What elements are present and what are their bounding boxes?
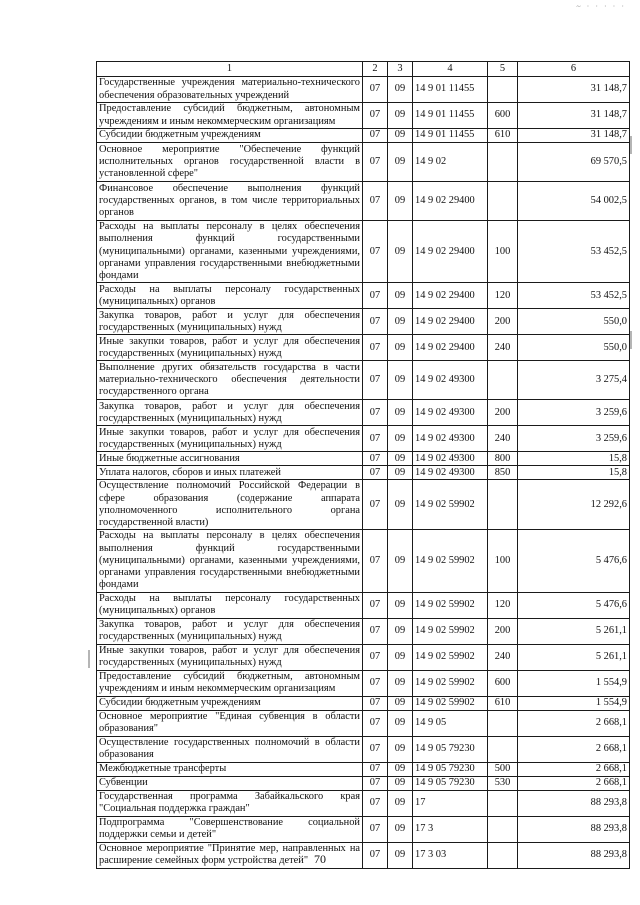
expense-type-cell: 200 bbox=[488, 400, 518, 426]
table-row bbox=[97, 361, 630, 400]
target-article-cell: 14 9 02 59902 bbox=[413, 530, 488, 592]
target-article-cell: 14 9 02 bbox=[413, 143, 488, 182]
amount-cell: 2 668,1 bbox=[518, 710, 630, 736]
row-name-cell: Государственные учреждения материально-технического обеспечения образовательных учреждений bbox=[97, 77, 363, 103]
section-code-cell: 07 bbox=[363, 452, 388, 466]
amount-cell: 31 148,7 bbox=[518, 77, 630, 103]
row-name-cell: Основное мероприятие "Принятие мер, направленных на расширение семейных форм устройства детей" bbox=[97, 842, 363, 868]
column-number-header: 2 bbox=[363, 62, 388, 77]
table-row bbox=[97, 103, 630, 129]
expense-type-cell: 100 bbox=[488, 530, 518, 592]
row-name-cell: Субсидии бюджетным учреждениям bbox=[97, 696, 363, 710]
section-code-cell: 07 bbox=[363, 103, 388, 129]
section-code-cell: 07 bbox=[363, 143, 388, 182]
scan-edge-mark bbox=[630, 331, 632, 349]
expense-type-cell: 240 bbox=[488, 426, 518, 452]
table-row bbox=[97, 480, 630, 530]
subsection-code-cell: 09 bbox=[388, 618, 413, 644]
amount-cell: 2 668,1 bbox=[518, 736, 630, 762]
table-row bbox=[97, 182, 630, 221]
subsection-code-cell: 09 bbox=[388, 335, 413, 361]
section-code-cell: 07 bbox=[363, 618, 388, 644]
target-article-cell: 14 9 01 11455 bbox=[413, 129, 488, 143]
table-row bbox=[97, 129, 630, 143]
section-code-cell: 07 bbox=[363, 221, 388, 283]
target-article-cell: 14 9 02 49300 bbox=[413, 466, 488, 480]
column-number-header: 1 bbox=[97, 62, 363, 77]
target-article-cell: 17 3 bbox=[413, 816, 488, 842]
section-code-cell: 07 bbox=[363, 182, 388, 221]
amount-cell: 5 261,1 bbox=[518, 644, 630, 670]
subsection-code-cell: 09 bbox=[388, 776, 413, 790]
section-code-cell: 07 bbox=[363, 480, 388, 530]
expense-type-cell: 610 bbox=[488, 129, 518, 143]
target-article-cell: 17 3 03 bbox=[413, 842, 488, 868]
amount-cell: 12 292,6 bbox=[518, 480, 630, 530]
amount-cell: 88 293,8 bbox=[518, 790, 630, 816]
table-row bbox=[97, 143, 630, 182]
target-article-cell: 14 9 02 29400 bbox=[413, 309, 488, 335]
row-name-cell: Расходы на выплаты персоналу в целях обеспечения выполнения функций государственными (муниципальными) органами, казенными учреждениями, органами управления государственными внебюджетными фондами bbox=[97, 221, 363, 283]
expense-type-cell: 530 bbox=[488, 776, 518, 790]
subsection-code-cell: 09 bbox=[388, 309, 413, 335]
row-name-cell: Субсидии бюджетным учреждениям bbox=[97, 129, 363, 143]
amount-cell: 2 668,1 bbox=[518, 776, 630, 790]
budget-table bbox=[96, 61, 630, 869]
expense-type-cell: 800 bbox=[488, 452, 518, 466]
subsection-code-cell: 09 bbox=[388, 283, 413, 309]
expense-type-cell: 240 bbox=[488, 335, 518, 361]
target-article-cell: 17 bbox=[413, 790, 488, 816]
expense-type-cell: 120 bbox=[488, 592, 518, 618]
amount-cell: 2 668,1 bbox=[518, 762, 630, 776]
section-code-cell: 07 bbox=[363, 842, 388, 868]
subsection-code-cell: 09 bbox=[388, 182, 413, 221]
row-name-cell: Расходы на выплаты персоналу в целях обеспечения выполнения функций государственными (муниципальными) органами, казенными учреждениями, органами управления государственными внебюджетными фондами bbox=[97, 530, 363, 592]
subsection-code-cell: 09 bbox=[388, 77, 413, 103]
row-name-cell: Осуществление полномочий Российской Федерации в сфере образования (содержание аппарата уполномоченного исполнительного органа государственной власти) bbox=[97, 480, 363, 530]
amount-cell: 88 293,8 bbox=[518, 816, 630, 842]
expense-type-cell bbox=[488, 816, 518, 842]
target-article-cell: 14 9 02 59902 bbox=[413, 696, 488, 710]
section-code-cell: 07 bbox=[363, 361, 388, 400]
section-code-cell: 07 bbox=[363, 592, 388, 618]
row-name-cell: Иные бюджетные ассигнования bbox=[97, 452, 363, 466]
expense-type-cell bbox=[488, 790, 518, 816]
target-article-cell: 14 9 02 59902 bbox=[413, 480, 488, 530]
table-row bbox=[97, 736, 630, 762]
row-name-cell: Иные закупки товаров, работ и услуг для обеспечения государственных (муниципальных) нужд bbox=[97, 644, 363, 670]
subsection-code-cell: 09 bbox=[388, 816, 413, 842]
target-article-cell: 14 9 02 59902 bbox=[413, 644, 488, 670]
amount-cell: 53 452,5 bbox=[518, 221, 630, 283]
amount-cell: 54 002,5 bbox=[518, 182, 630, 221]
subsection-code-cell: 09 bbox=[388, 400, 413, 426]
subsection-code-cell: 09 bbox=[388, 762, 413, 776]
row-name-cell: Иные закупки товаров, работ и услуг для обеспечения государственных (муниципальных) нужд bbox=[97, 426, 363, 452]
table-row bbox=[97, 670, 630, 696]
amount-cell: 5 476,6 bbox=[518, 592, 630, 618]
row-name-cell: Основное мероприятие "Обеспечение функций исполнительных органов государственной власти в установленной сфере" bbox=[97, 143, 363, 182]
row-name-cell: Предоставление субсидий бюджетным, автономным учреждениям и иным некоммерческим организациям bbox=[97, 670, 363, 696]
subsection-code-cell: 09 bbox=[388, 670, 413, 696]
target-article-cell: 14 9 01 11455 bbox=[413, 77, 488, 103]
table-row bbox=[97, 335, 630, 361]
row-name-cell: Расходы на выплаты персоналу государственных (муниципальных) органов bbox=[97, 592, 363, 618]
amount-cell: 15,8 bbox=[518, 466, 630, 480]
subsection-code-cell: 09 bbox=[388, 143, 413, 182]
table-row bbox=[97, 816, 630, 842]
subsection-code-cell: 09 bbox=[388, 466, 413, 480]
row-name-cell: Закупка товаров, работ и услуг для обеспечения государственных (муниципальных) нужд bbox=[97, 309, 363, 335]
table-row bbox=[97, 790, 630, 816]
section-code-cell: 07 bbox=[363, 816, 388, 842]
budget-table-body bbox=[97, 62, 630, 869]
table-row bbox=[97, 466, 630, 480]
row-name-cell: Осуществление государственных полномочий в области образования bbox=[97, 736, 363, 762]
target-article-cell: 14 9 02 49300 bbox=[413, 361, 488, 400]
amount-cell: 88 293,8 bbox=[518, 842, 630, 868]
section-code-cell: 07 bbox=[363, 309, 388, 335]
table-row bbox=[97, 710, 630, 736]
amount-cell: 1 554,9 bbox=[518, 670, 630, 696]
subsection-code-cell: 09 bbox=[388, 530, 413, 592]
subsection-code-cell: 09 bbox=[388, 710, 413, 736]
expense-type-cell bbox=[488, 736, 518, 762]
table-header-row bbox=[97, 62, 630, 77]
target-article-cell: 14 9 02 29400 bbox=[413, 221, 488, 283]
target-article-cell: 14 9 02 49300 bbox=[413, 426, 488, 452]
expense-type-cell bbox=[488, 77, 518, 103]
amount-cell: 1 554,9 bbox=[518, 696, 630, 710]
subsection-code-cell: 09 bbox=[388, 426, 413, 452]
row-name-cell: Финансовое обеспечение выполнения функций государственных органов, в том числе территориальных органов bbox=[97, 182, 363, 221]
table-row bbox=[97, 452, 630, 466]
amount-cell: 31 148,7 bbox=[518, 129, 630, 143]
row-name-cell: Межбюджетные трансферты bbox=[97, 762, 363, 776]
target-article-cell: 14 9 02 59902 bbox=[413, 618, 488, 644]
amount-cell: 53 452,5 bbox=[518, 283, 630, 309]
column-number-header: 5 bbox=[488, 62, 518, 77]
expense-type-cell bbox=[488, 480, 518, 530]
table-row bbox=[97, 592, 630, 618]
row-name-cell: Расходы на выплаты персоналу государственных (муниципальных) органов bbox=[97, 283, 363, 309]
target-article-cell: 14 9 05 79230 bbox=[413, 736, 488, 762]
row-name-cell: Закупка товаров, работ и услуг для обеспечения государственных (муниципальных) нужд bbox=[97, 400, 363, 426]
amount-cell: 3 259,6 bbox=[518, 426, 630, 452]
section-code-cell: 07 bbox=[363, 283, 388, 309]
target-article-cell: 14 9 02 29400 bbox=[413, 335, 488, 361]
target-article-cell: 14 9 02 29400 bbox=[413, 283, 488, 309]
expense-type-cell: 600 bbox=[488, 670, 518, 696]
amount-cell: 31 148,7 bbox=[518, 103, 630, 129]
subsection-code-cell: 09 bbox=[388, 592, 413, 618]
expense-type-cell: 610 bbox=[488, 696, 518, 710]
target-article-cell: 14 9 01 11455 bbox=[413, 103, 488, 129]
subsection-code-cell: 09 bbox=[388, 452, 413, 466]
column-number-header: 6 bbox=[518, 62, 630, 77]
expense-type-cell: 850 bbox=[488, 466, 518, 480]
subsection-code-cell: 09 bbox=[388, 790, 413, 816]
amount-cell: 3 275,4 bbox=[518, 361, 630, 400]
amount-cell: 5 476,6 bbox=[518, 530, 630, 592]
amount-cell: 550,0 bbox=[518, 335, 630, 361]
section-code-cell: 07 bbox=[363, 790, 388, 816]
expense-type-cell: 200 bbox=[488, 309, 518, 335]
expense-type-cell bbox=[488, 182, 518, 221]
table-row bbox=[97, 644, 630, 670]
table-row bbox=[97, 221, 630, 283]
table-row bbox=[97, 426, 630, 452]
expense-type-cell bbox=[488, 361, 518, 400]
section-code-cell: 07 bbox=[363, 776, 388, 790]
target-article-cell: 14 9 05 79230 bbox=[413, 762, 488, 776]
section-code-cell: 07 bbox=[363, 762, 388, 776]
target-article-cell: 14 9 02 49300 bbox=[413, 452, 488, 466]
subsection-code-cell: 09 bbox=[388, 129, 413, 143]
subsection-code-cell: 09 bbox=[388, 644, 413, 670]
expense-type-cell bbox=[488, 143, 518, 182]
section-code-cell: 07 bbox=[363, 670, 388, 696]
section-code-cell: 07 bbox=[363, 129, 388, 143]
table-row bbox=[97, 77, 630, 103]
expense-type-cell bbox=[488, 710, 518, 736]
section-code-cell: 07 bbox=[363, 530, 388, 592]
amount-cell: 5 261,1 bbox=[518, 618, 630, 644]
target-article-cell: 14 9 05 79230 bbox=[413, 776, 488, 790]
table-row bbox=[97, 618, 630, 644]
row-name-cell: Уплата налогов, сборов и иных платежей bbox=[97, 466, 363, 480]
section-code-cell: 07 bbox=[363, 710, 388, 736]
subsection-code-cell: 09 bbox=[388, 480, 413, 530]
table-row bbox=[97, 400, 630, 426]
column-number-header: 3 bbox=[388, 62, 413, 77]
expense-type-cell: 240 bbox=[488, 644, 518, 670]
section-code-cell: 07 bbox=[363, 736, 388, 762]
subsection-code-cell: 09 bbox=[388, 736, 413, 762]
subsection-code-cell: 09 bbox=[388, 361, 413, 400]
target-article-cell: 14 9 05 bbox=[413, 710, 488, 736]
target-article-cell: 14 9 02 59902 bbox=[413, 670, 488, 696]
section-code-cell: 07 bbox=[363, 644, 388, 670]
row-name-cell: Закупка товаров, работ и услуг для обеспечения государственных (муниципальных) нужд bbox=[97, 618, 363, 644]
amount-cell: 69 570,5 bbox=[518, 143, 630, 182]
expense-type-cell: 120 bbox=[488, 283, 518, 309]
target-article-cell: 14 9 02 59902 bbox=[413, 592, 488, 618]
expense-type-cell: 600 bbox=[488, 103, 518, 129]
scan-edge-mark bbox=[630, 136, 632, 154]
expense-type-cell: 200 bbox=[488, 618, 518, 644]
section-code-cell: 07 bbox=[363, 466, 388, 480]
table-row bbox=[97, 696, 630, 710]
table-row bbox=[97, 309, 630, 335]
scan-mark: ~ · · · · · bbox=[576, 2, 626, 11]
subsection-code-cell: 09 bbox=[388, 103, 413, 129]
amount-cell: 3 259,6 bbox=[518, 400, 630, 426]
column-number-header: 4 bbox=[413, 62, 488, 77]
table-row bbox=[97, 283, 630, 309]
row-name-cell: Субвенции bbox=[97, 776, 363, 790]
section-code-cell: 07 bbox=[363, 77, 388, 103]
subsection-code-cell: 09 bbox=[388, 842, 413, 868]
table-row bbox=[97, 762, 630, 776]
section-code-cell: 07 bbox=[363, 400, 388, 426]
row-name-cell: Подпрограмма "Совершенствование социальной поддержки семьи и детей" bbox=[97, 816, 363, 842]
row-name-cell: Выполнение других обязательств государства в части материально-технического обеспечения деятельности государственного органа bbox=[97, 361, 363, 400]
row-name-cell: Предоставление субсидий бюджетным, автономным учреждениям и иным некоммерческим организациям bbox=[97, 103, 363, 129]
subsection-code-cell: 09 bbox=[388, 696, 413, 710]
target-article-cell: 14 9 02 29400 bbox=[413, 182, 488, 221]
expense-type-cell: 500 bbox=[488, 762, 518, 776]
row-name-cell: Государственная программа Забайкальского края "Социальная поддержка граждан" bbox=[97, 790, 363, 816]
expense-type-cell: 100 bbox=[488, 221, 518, 283]
amount-cell: 550,0 bbox=[518, 309, 630, 335]
row-name-cell: Иные закупки товаров, работ и услуг для обеспечения государственных (муниципальных) нужд bbox=[97, 335, 363, 361]
table-row bbox=[97, 530, 630, 592]
section-code-cell: 07 bbox=[363, 335, 388, 361]
table-row bbox=[97, 776, 630, 790]
amount-cell: 15,8 bbox=[518, 452, 630, 466]
subsection-code-cell: 09 bbox=[388, 221, 413, 283]
section-code-cell: 07 bbox=[363, 696, 388, 710]
target-article-cell: 14 9 02 49300 bbox=[413, 400, 488, 426]
section-code-cell: 07 bbox=[363, 426, 388, 452]
page-number: 70 bbox=[314, 852, 326, 866]
scan-edge-mark bbox=[88, 650, 90, 668]
row-name-cell: Основное мероприятие "Единая субвенция в области образования" bbox=[97, 710, 363, 736]
